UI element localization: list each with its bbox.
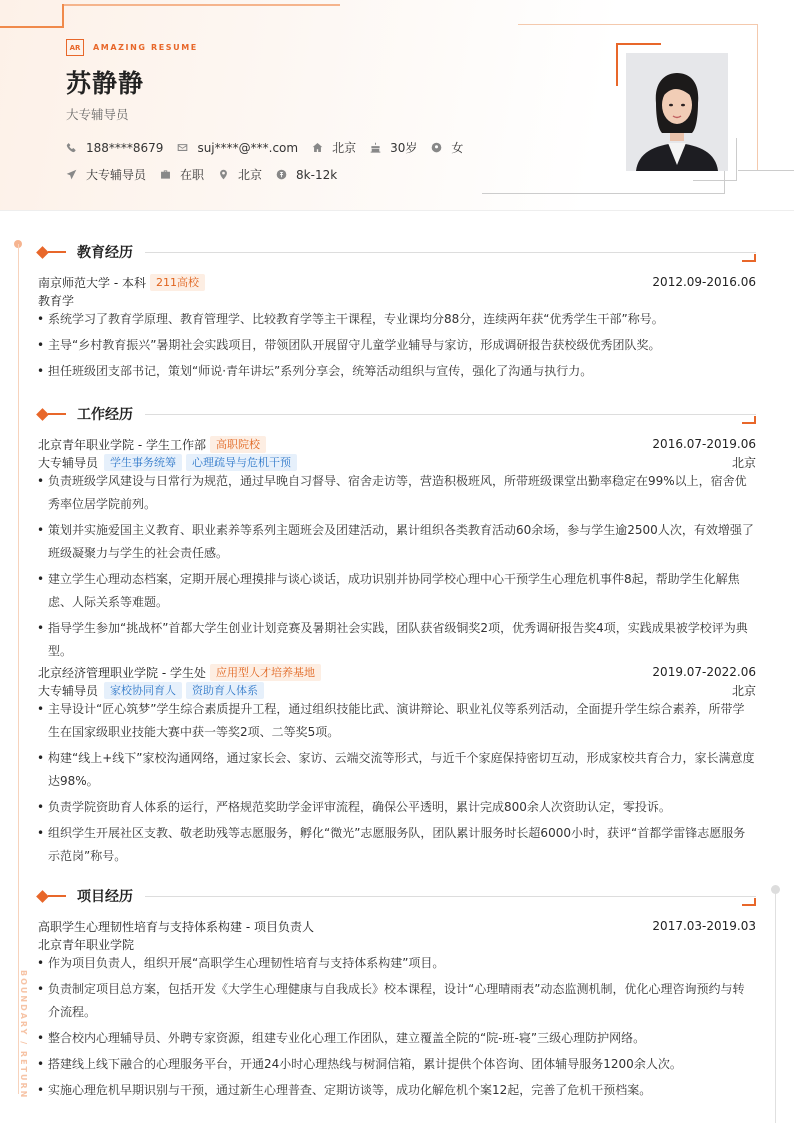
gender-icon — [431, 142, 442, 153]
phone-item — [66, 141, 163, 155]
status-item — [160, 166, 204, 183]
org-tag: 高职院校 — [210, 436, 266, 453]
intent-position-item — [66, 166, 146, 183]
phone-text: 188****8679 — [86, 140, 164, 155]
job-entry-header — [38, 663, 756, 681]
corner-mark — [742, 254, 756, 262]
job-bullets — [38, 470, 756, 666]
job-position: 大专辅导员 — [38, 683, 99, 698]
candidate-name: 苏静静 — [66, 69, 145, 98]
project-name: 高职学生心理韧性培育与支持体系构建 - 项目负责人 — [38, 919, 314, 934]
age-text: 30岁 — [390, 141, 418, 155]
diamond-icon — [36, 890, 49, 903]
divider — [145, 896, 756, 897]
major-name: 教育学 — [38, 293, 75, 308]
section-title: 项目经历 — [77, 889, 133, 905]
city-text: 北京 — [332, 141, 357, 155]
brand-row — [66, 39, 198, 56]
email-item — [177, 141, 298, 155]
age-item — [370, 139, 417, 156]
list-item: • 主导“乡村教育振兴”暑期社会实践项目，带领团队开展留守儿童学业辅导与家访，形成调研报告获校级优秀团队奖。 — [38, 334, 756, 357]
cake-icon — [370, 142, 381, 153]
school-name: 南京师范大学 - 本科 — [38, 275, 146, 290]
list-item: • 整合校内心理辅导员、外聘专家资源，组建专业化心理工作团队，建立覆盖全院的“院-班-寝”三级心理防护网络。 — [38, 1027, 756, 1050]
list-item: • 指导学生参加“挑战杯”首都大学生创业计划竞赛及暑期社会实践，团队获省级铜奖2项，优秀调研报告奖4项，实践成果被学校评为典型。 — [38, 617, 756, 663]
phone-icon — [66, 142, 77, 153]
list-item: • 组织学生开展社区支教、敬老助残等志愿服务，孵化“微光”志愿服务队，团队累计服务时长超6000小时，获评“首都学雷锋志愿服务示范岗”称号。 — [38, 822, 756, 868]
intent-city-text: 北京 — [238, 168, 263, 182]
divider — [145, 414, 756, 415]
divider — [145, 252, 756, 253]
education-entry-header — [38, 273, 756, 291]
gender-item — [431, 139, 463, 156]
skill-tag: 家校协同育人 — [104, 682, 182, 699]
school-tag: 211高校 — [150, 274, 205, 291]
job-bullets — [38, 698, 756, 871]
status-text: 在职 — [180, 168, 205, 182]
portrait-illustration — [626, 53, 728, 171]
job-intent-row — [66, 166, 351, 183]
decor-line — [0, 26, 64, 28]
decor-line — [48, 251, 66, 253]
section-title: 工作经历 — [77, 407, 133, 423]
job-city: 北京 — [731, 683, 756, 698]
salary-text: 8k-12k — [296, 167, 338, 182]
job-org: 北京经济管理职业学院 - 学生处 — [38, 665, 206, 680]
briefcase-icon — [160, 169, 171, 180]
project-org: 北京青年职业学院 — [38, 937, 135, 952]
decor-line — [48, 413, 66, 415]
list-item: • 负责学院资助育人体系的运行，严格规范奖助学金评审流程，确保公平透明，累计完成800余人次资助认定，零投诉。 — [38, 796, 756, 819]
list-item: • 担任班级团支部书记，策划“师说·青年讲坛”系列分享会，统筹活动组织与宣传，强化了沟通与执行力。 — [38, 360, 756, 383]
side-watermark-text: BOUNDARY / RETURN — [19, 970, 28, 1100]
list-item: • 负责制定项目总方案，包括开发《大学生心理健康与自我成长》校本课程，设计“心理晴雨表”动态监测机制，优化心理咨询预约与转介流程。 — [38, 978, 756, 1024]
profile-photo — [626, 53, 728, 171]
job-position-row — [38, 453, 756, 471]
section-header-project — [36, 886, 756, 906]
corner-mark — [742, 898, 756, 906]
org-tag: 应用型人才培养基地 — [210, 664, 321, 681]
list-item: • 构建“线上+线下”家校沟通网络，通过家长会、家访、云端交流等形式，与近千个家庭保持密切互动，形成家校共育合力，家长满意度达98%。 — [38, 747, 756, 793]
skill-tag: 资助育人体系 — [186, 682, 264, 699]
intent-city-item — [218, 166, 262, 183]
diamond-icon — [36, 246, 49, 259]
mail-icon — [177, 142, 188, 153]
list-item: • 策划并实施爱国主义教育、职业素养等系列主题班会及团建活动，累计组织各类教育活动60余场，参与学生逾2500人次，有效增强了班级凝聚力与学生的社会责任感。 — [38, 519, 756, 565]
candidate-role: 大专辅导员 — [66, 107, 129, 122]
home-icon — [312, 142, 323, 153]
project-bullets — [38, 952, 756, 1105]
list-item: • 建立学生心理动态档案，定期开展心理摸排与谈心谈话，成功识别并协同学校心理中心干预学生心理危机事件8起，帮助学生化解焦虑、人际关系等难题。 — [38, 568, 756, 614]
decor-dot — [771, 885, 780, 894]
section-header-work — [36, 404, 756, 424]
contact-row — [66, 139, 477, 156]
section-title: 教育经历 — [77, 245, 133, 261]
education-major-row — [38, 291, 756, 309]
decor-line — [62, 4, 340, 6]
education-date: 2012.09-2016.06 — [652, 275, 756, 289]
skill-tag: 心理疏导与危机干预 — [186, 454, 297, 471]
job-entry-header — [38, 435, 756, 453]
section-header-education — [36, 242, 756, 262]
diamond-icon — [36, 408, 49, 421]
list-item: • 实施心理危机早期识别与干预，通过新生心理普查、定期访谈等，成功化解危机个案12起，完善了危机干预档案。 — [38, 1079, 756, 1102]
decor-line — [738, 170, 794, 171]
job-date: 2016.07-2019.06 — [652, 437, 756, 451]
project-org-row — [38, 935, 756, 953]
job-city: 北京 — [731, 455, 756, 470]
salary-item — [276, 168, 337, 182]
list-item: • 搭建线上线下融合的心理服务平台，开通24小时心理热线与树洞信箱，累计提供个体咨询、团体辅导服务1200余人次。 — [38, 1053, 756, 1076]
corner-mark — [742, 416, 756, 424]
decor-line — [775, 890, 776, 1123]
resume-header — [0, 0, 794, 211]
list-item: • 系统学习了教育学原理、教育管理学、比较教育学等主干课程，专业课均分88分，连续两年获“优秀学生干部”称号。 — [38, 308, 756, 331]
location-pin-icon — [218, 169, 229, 180]
email-text: suj****@***.com — [197, 140, 299, 155]
send-icon — [66, 169, 77, 180]
education-bullets — [38, 308, 756, 386]
brand-label: AMAZING RESUME — [93, 43, 198, 52]
brand-badge: AR — [66, 39, 84, 56]
list-item: • 作为项目负责人，组织开展“高职学生心理韧性培育与支持体系构建”项目。 — [38, 952, 756, 975]
intent-position-text: 大专辅导员 — [86, 168, 147, 182]
job-position-row — [38, 681, 756, 699]
timeline-line — [18, 244, 19, 1094]
decor-line — [48, 895, 66, 897]
money-icon — [276, 169, 287, 180]
decor-line — [62, 4, 64, 28]
city-item — [312, 139, 356, 156]
job-org: 北京青年职业学院 - 学生工作部 — [38, 437, 206, 452]
project-entry-header — [38, 917, 756, 935]
list-item: • 负责班级学风建设与日常行为规范，通过早晚自习督导、宿舍走访等，营造积极班风，所带班级课堂出勤率稳定在99%以上，宿舍优秀率位居学院前列。 — [38, 470, 756, 516]
gender-text: 女 — [451, 141, 464, 155]
skill-tag: 学生事务统筹 — [104, 454, 182, 471]
job-date: 2019.07-2022.06 — [652, 665, 756, 679]
job-position: 大专辅导员 — [38, 455, 99, 470]
project-date: 2017.03-2019.03 — [652, 919, 756, 933]
list-item: • 主导设计“匠心筑梦”学生综合素质提升工程，通过组织技能比武、演讲辩论、职业礼仪等系列活动，全面提升学生综合素养，所带学生在国家级职业技能大赛中获一等奖2项、二等奖5项。 — [38, 698, 756, 744]
